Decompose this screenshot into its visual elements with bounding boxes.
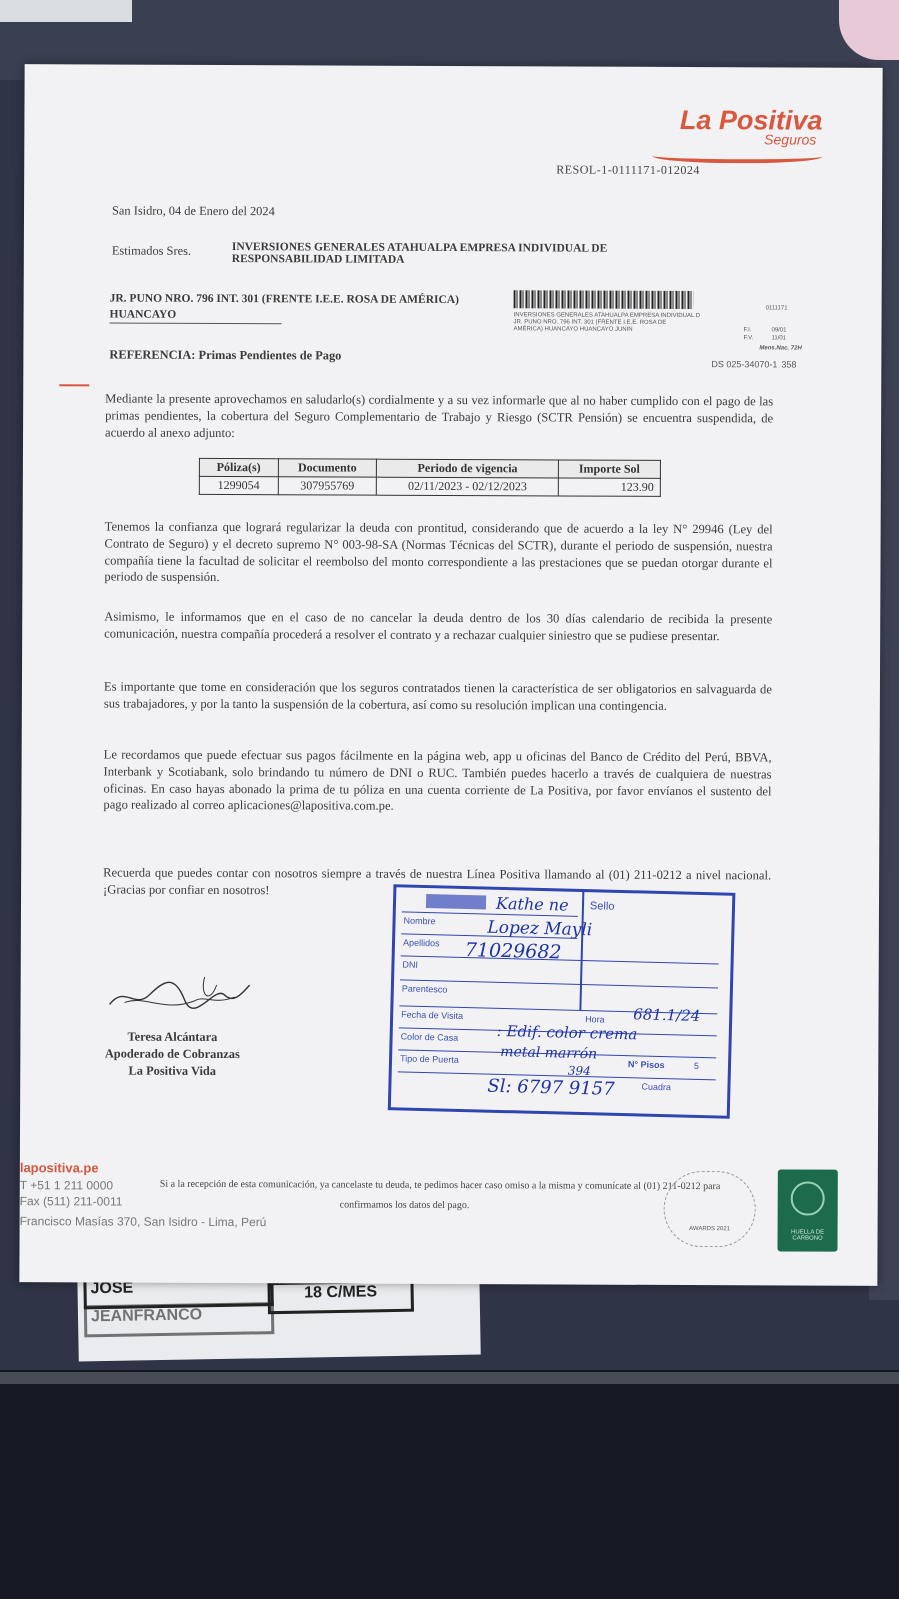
hand-puerta: metal marrón [500, 1043, 598, 1063]
paragraph-6: Recuerda que puedes contar con nosotros siempre a través de nuestra Línea Positiva llamando al (01) 211-0212 a nivel nacional. ¡Gracias por confiar en nosotros! [103, 865, 772, 898]
recipient [232, 241, 608, 267]
paragraph-5: Le recordamos que puede efectuar sus pagos fácilmente en la página web, app u oficinas del Banco de Crédito del Perú, BBVA, Interbank y Scotiabank, solo brindando tu número de DNI o RUC. También puedes hacerlo a través de cualquiera de nuestras oficinas. En caso hayas abonado la prima de tu póliza en una cuenta corriente de La Positiva, por favor envíanos el sustento del pago realizado al correo aplicaciones@lapositiva.com.pe. [103, 747, 772, 814]
hand-number: 394 [567, 1063, 591, 1079]
footer-fax: Fax (511) 211-0011 [19, 1194, 123, 1209]
annex-cell: 307955769 [278, 477, 377, 495]
stamp-sello: Sello [589, 900, 615, 913]
courier-fv-label: F.V. [743, 335, 754, 342]
annex-cell: 123.90 [558, 478, 660, 496]
courier-ds-num: 358 [781, 359, 797, 370]
hand-hora: 681.1/24 [633, 1005, 701, 1025]
address [110, 291, 459, 326]
stamp-label-color: Color de Casa [400, 1031, 459, 1043]
stamp-label-cuadra: Cuadra [641, 1081, 672, 1093]
badge-text: HUELLA DE CARBONO [791, 1229, 825, 1242]
background-bottom [0, 1370, 899, 1599]
courier-label [513, 288, 813, 373]
courier-ds: DS 025-34070-1 [711, 359, 778, 370]
paragraph-2: Tenemos la confianza que logrará regularizar la deuda con prontitud, considerando que de acuerdo a la ley N° 29946 (Ley del Contrato de Seguro) y el decreto supremo N° 003-98-SA (Normas Técnicas del SCTR), durante el periodo de suspensión, nuestra compañía tiene la facultad de solicitar el reembolso del monto correspondiente a las prestaciones que se puedan otorgar durante el periodo de suspensión. [104, 519, 773, 585]
annex-cell: 1299054 [199, 476, 278, 494]
stamp-label-dni: DNI [402, 959, 419, 970]
closing-note-line2: confirmamos los datos del pago. [339, 1199, 470, 1212]
visit-stamp [388, 884, 736, 1119]
signature-scribble [104, 964, 254, 1021]
slip-name2: JEANFRANCO [84, 1302, 275, 1337]
annex-header: Póliza(s) [199, 458, 278, 476]
stamp-divider [579, 892, 584, 1010]
background-edge [0, 1372, 899, 1384]
address-line2: HUANCAYO [110, 307, 282, 325]
slip-rate: 18 C/MES [267, 1280, 414, 1315]
recipient-line1: INVERSIONES GENERALES ATAHUALPA EMPRESA INDIVIDUAL DE [231, 241, 608, 255]
paragraph-3: Asimismo, le informamos que en el caso de no cancelar la deuda dentro de los 30 días calendario de recibida la presente comunicación, nuestra compañía procederá a resolver el contrato y a rechazar cualquier siniestro que se pudiese presentar. [104, 609, 773, 643]
salutation: Estimados Sres. [111, 243, 192, 258]
address-line1: JR. PUNO NRO. 796 INT. 301 (FRENTE I.E.E. ROSA DE AMÉRICA) [109, 292, 459, 307]
table-row [199, 476, 660, 496]
stamp-label-puerta: Tipo de Puerta [399, 1053, 459, 1065]
brand-logo: La Positiva [679, 104, 823, 136]
brand-swoosh [652, 149, 822, 164]
courier-code: 0111171 [765, 305, 788, 312]
hand-name: Kathe ne [495, 893, 569, 915]
signer-company: La Positiva Vida [128, 1063, 217, 1078]
award-seal [664, 1171, 756, 1247]
hand-phone: Sl: 6797 9157 [487, 1075, 615, 1100]
stamp-pisos-value: 5 [693, 1060, 700, 1071]
closing-note-line1: Si a la recepción de esta comunicación, ya cancelaste tu deuda, te pedimos hacer caso omiso a la misma y comunícate al (01) 211-0212 para [159, 1178, 721, 1193]
signer-title: Apoderado de Cobranzas [104, 1046, 240, 1062]
recipient-line2: RESPONSABILIDAD LIMITADA [231, 253, 405, 266]
footer-phone: T +51 1 211 0000 [19, 1178, 114, 1193]
letter-page [19, 64, 882, 1286]
redaction-mark [426, 894, 486, 910]
award-year: AWARDS 2021 [689, 1226, 731, 1233]
annex-cell: 02/11/2023 - 02/12/2023 [377, 477, 559, 496]
courier-line3: AMÉRICA) HUANCAYO HUANCAYO JUNIN [513, 326, 633, 333]
stamp-label-nombre: Nombre [403, 915, 436, 927]
paragraph-4: Es importante que tome en consideración que los seguros contratados tienen la característica de ser obligatorios en salvaguarda de sus trabajadores, y por la tanto la suspensión de la cobertura, así como su resolución implican una contingencia. [103, 679, 772, 713]
date-line: San Isidro, 04 de Enero del 2024 [111, 203, 275, 219]
hand-dni: 71029682 [464, 939, 562, 964]
footer-site: lapositiva.pe [19, 1160, 99, 1176]
courier-fv-value: 11/01 [771, 335, 787, 342]
courier-line2: JR. PUNO NRO. 796 INT. 301 (FRENTE I.E.E. ROSA DE [513, 319, 667, 326]
courier-fi-value: 09/01 [771, 327, 787, 334]
stamp-label-apellidos: Apellidos [402, 937, 440, 949]
stamp-label-fecha: Fecha de Visita [401, 1009, 464, 1021]
fold-mark [59, 384, 89, 386]
hand-casa: : Edif. color crema [496, 1021, 638, 1044]
stamp-label-pisos: N° Pisos [627, 1059, 665, 1071]
brand-sub: Seguros [764, 131, 817, 148]
hand-surname: Lopez Mayli [487, 917, 593, 941]
carbon-badge [777, 1169, 837, 1251]
courier-mens: Mens.Nac. 72H [759, 345, 802, 352]
barcode [514, 290, 694, 309]
courier-line1: INVERSIONES GENERALES ATAHUALPA EMPRESA INDIVIDUAL D [513, 312, 701, 320]
footer-address: Francisco Masías 370, San Isidro - Lima, Perú [19, 1214, 267, 1230]
stamp-line [400, 979, 718, 988]
annex-table [199, 458, 661, 497]
reference-code: RESOL-1-0111171-012024 [556, 162, 700, 178]
reference-label: REFERENCIA: Primas Pendientes de Pago [109, 347, 342, 363]
annex-header: Importe Sol [558, 460, 660, 478]
courier-fi-label: F.I. [743, 327, 752, 334]
fingerprint-icon [791, 1181, 825, 1215]
annex-header: Periodo de vigencia [377, 459, 559, 478]
slip-name1: JOSE [83, 1274, 274, 1309]
courier-address [513, 312, 733, 334]
paragraph-1: Mediante la presente aprovechamos en saludarlo(s) cordialmente y a su vez informarle que al no haber cumplido con el pago de las primas pendientes, la cobertura del Seguro Complementario de Trabajo y Riesgo (SCTR Pensión) se encuentra suspendida, de acuerdo al anexo adjunto: [105, 391, 774, 440]
annex-header-row [199, 458, 660, 478]
stamp-label-parentesco: Parentesco [401, 983, 448, 995]
annex-header: Documento [278, 459, 377, 477]
signer-name: Teresa Alcántara [127, 1029, 218, 1044]
signature-block [92, 1028, 252, 1080]
background-card [0, 0, 132, 22]
stamp-label-hora: Hora [585, 1014, 605, 1025]
